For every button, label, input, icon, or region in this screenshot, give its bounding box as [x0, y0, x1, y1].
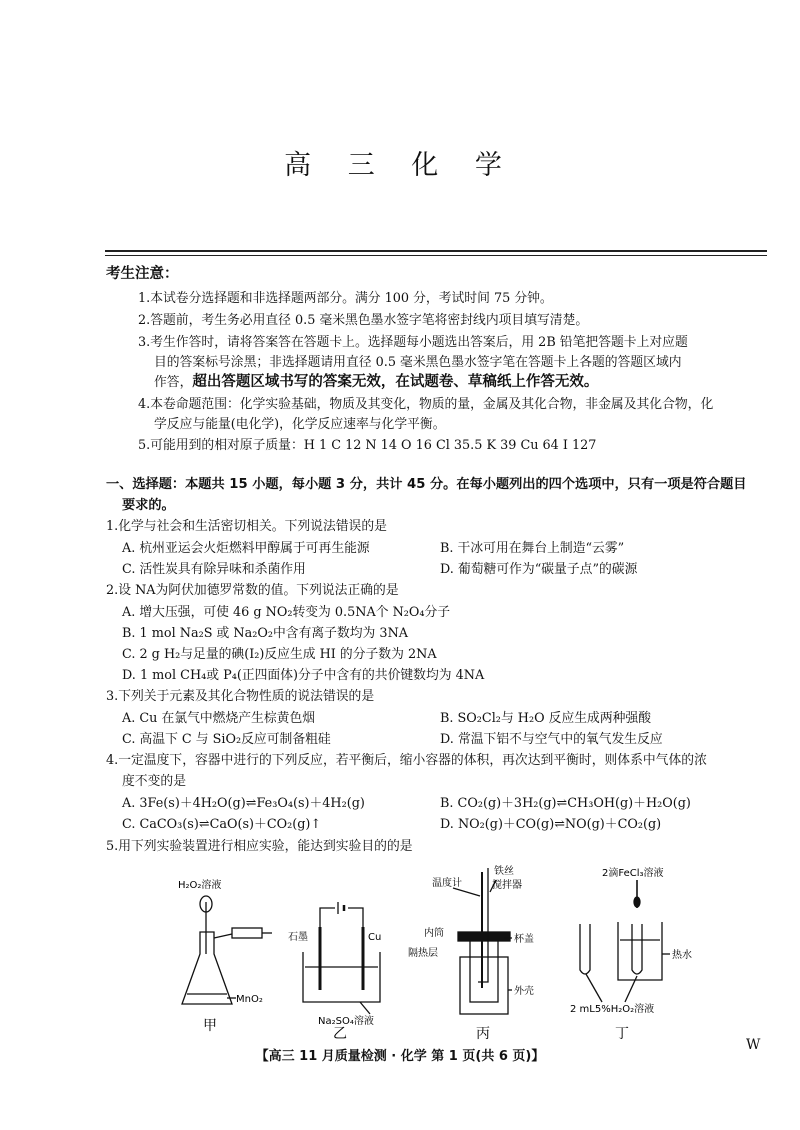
q4-stem-1: 4.一定温度下，容器中进行的下列反应，若平衡后，缩小容器的体积，再次达到平衡时，则体系中气体的浓 [106, 753, 707, 768]
conical-flask-shape [182, 932, 232, 1004]
label-outer-shell: 外壳 [514, 986, 534, 997]
label-hot-water: 热水 [672, 950, 692, 961]
q4-option-b: B. CO₂(g)＋3H₂(g)⇌CH₃OH(g)＋H₂O(g) [440, 796, 691, 811]
label-lid: 杯盖 [514, 934, 534, 945]
calorimeter-outer-shell [460, 957, 508, 1014]
label-iron-wire: 铁丝 [494, 866, 514, 877]
label-stirrer: 搅拌器 [492, 880, 522, 891]
label-mno2: MnO₂ [236, 994, 263, 1005]
notice-item-3c-prefix: 作答， [154, 375, 193, 390]
q4-option-d: D. NO₂(g)＋CO(g)⇌NO(g)＋CO₂(g) [440, 817, 662, 832]
h2o2-pointer-left [586, 974, 602, 1002]
dropper-bulb [634, 897, 640, 907]
label-insulation: 隔热层 [408, 948, 438, 959]
label-cu: Cu [368, 932, 382, 943]
wire-left [320, 908, 335, 927]
q5-apparatus-figures [170, 862, 692, 1042]
calorimeter-inner-cup [470, 940, 498, 1002]
label-inner-cup: 内筒 [424, 928, 444, 939]
label-h2o2-solution: H₂O₂溶液 [178, 880, 222, 891]
caption-ding: 丁 [615, 1026, 629, 1042]
q1-option-b: B. 干冰可用在舞台上制造“云雾” [440, 541, 625, 556]
q4-option-a: A. 3Fe(s)＋4H₂O(g)⇌Fe₃O₄(s)＋4H₂(g) [122, 796, 365, 811]
q2-option-d: D. 1 mol CH₄或 P₄(正四面体)分子中含有的共价键数均为 4NA [122, 668, 485, 683]
caption-yi: 乙 [333, 1026, 347, 1042]
na2so4-pointer [360, 1002, 370, 1014]
notice-item-5: 5.可能用到的相对原子质量：H 1 C 12 N 14 O 16 Cl 35.5 K 39 Cu 64 I 127 [138, 438, 597, 453]
q1-stem: 1.化学与社会和生活密切相关。下列说法错误的是 [106, 519, 387, 534]
header-rule-thin [105, 255, 767, 256]
wire-right [348, 908, 363, 927]
section1-line2: 要求的。 [122, 498, 175, 513]
label-graphite: 石墨 [288, 932, 308, 943]
calorimeter-lid [458, 932, 510, 941]
figure-ding-apparatus [580, 880, 670, 1002]
figure-yi-apparatus [303, 902, 380, 1014]
page-mark: W [746, 1037, 761, 1053]
section1-line1: 一、选择题：本题共 15 小题，每小题 3 分，共计 45 分。在每小题列出的四个选项中，只有一项是符合题目 [106, 477, 747, 492]
water-bath-beaker [618, 922, 662, 980]
q2-option-c: C. 2 g H₂与足量的碘(I₂)反应生成 HI 的分子数为 2NA [122, 647, 437, 662]
q4-stem-2: 度不变的是 [122, 774, 186, 789]
figure-jia-apparatus [182, 896, 272, 1004]
notice-item-1: 1.本试卷分选择题和非选择题两部分。满分 100 分，考试时间 75 分钟。 [138, 291, 553, 306]
caption-bing: 丙 [476, 1026, 490, 1042]
q3-stem: 3.下列关于元素及其化合物性质的说法错误的是 [106, 689, 375, 704]
reaction-test-tube [632, 924, 642, 974]
notice-heading: 考生注意： [106, 266, 179, 282]
q1-option-c: C. 活性炭具有除异味和杀菌作用 [122, 562, 306, 577]
control-test-tube [580, 924, 590, 974]
header-rule-thick [105, 250, 767, 252]
label-na2so4-solution: Na₂SO₄溶液 [318, 1016, 374, 1027]
notice-item-3a: 3.考生作答时，请将答案答在答题卡上。选择题每小题选出答案后，用 2B 铅笔把答题卡上对应题 [138, 335, 688, 350]
q3-option-b: B. SO₂Cl₂与 H₂O 反应生成两种强酸 [440, 711, 652, 726]
notice-item-4b: 学反应与能量(电化学)，化学反应速率与化学平衡。 [154, 417, 446, 432]
q3-option-c: C. 高温下 C 与 SiO₂反应可制备粗硅 [122, 732, 331, 747]
syringe-barrel [232, 928, 262, 938]
syringe-connector [214, 934, 232, 938]
page-title: 高 三 化 学 [284, 150, 516, 181]
q2-option-a: A. 增大压强，可使 46 g NO₂转变为 0.5NA个 N₂O₄分子 [122, 605, 451, 620]
label-thermometer: 温度计 [432, 878, 462, 889]
q2-option-b: B. 1 mol Na₂S 或 Na₂O₂中含有离子数均为 3NA [122, 626, 409, 641]
thermometer-pointer [453, 888, 480, 896]
q1-option-a: A. 杭州亚运会火炬燃料甲醇属于可再生能源 [122, 541, 370, 556]
notice-item-4a: 4.本卷命题范围：化学实验基础，物质及其变化，物质的量，金属及其化合物，非金属及其化合物，化 [138, 397, 714, 412]
q1-option-d: D. 葡萄糖可作为“碳量子点”的碳源 [440, 562, 638, 577]
caption-jia: 甲 [203, 1018, 217, 1034]
q4-option-c: C. CaCO₃(s)⇌CaO(s)＋CO₂(g)↑ [122, 817, 322, 832]
q5-stem: 5.用下列实验装置进行相应实验，能达到实验目的的是 [106, 839, 413, 854]
q3-option-a: A. Cu 在氯气中燃烧产生棕黄色烟 [122, 711, 316, 726]
q2-stem: 2.设 NA为阿伏加德罗常数的值。下列说法正确的是 [106, 583, 399, 598]
page-footer: 【高三 11 月质量检测 · 化学 第 1 页(共 6 页)】 [255, 1049, 545, 1064]
label-fecl3-drops: 2滴FeCl₃溶液 [602, 868, 664, 879]
label-h2o2-5pct: 2 mL5%H₂O₂溶液 [570, 1004, 655, 1015]
notice-item-2: 2.答题前，考生务必用直径 0.5 毫米黑色墨水签字笔将密封线内项目填写清楚。 [138, 313, 589, 328]
electrolysis-beaker [303, 952, 380, 1002]
notice-warning: 超出答题区域书写的答案无效，在试题卷、草稿纸上作答无效。 [192, 374, 599, 390]
q3-option-d: D. 常温下铝不与空气中的氧气发生反应 [440, 732, 663, 747]
notice-item-3c [154, 374, 598, 391]
notice-item-3b: 目的答案标号涂黑；非选择题请用直径 0.5 毫米黑色墨水签字笔在答题卡上各题的答题区域内 [154, 355, 682, 370]
